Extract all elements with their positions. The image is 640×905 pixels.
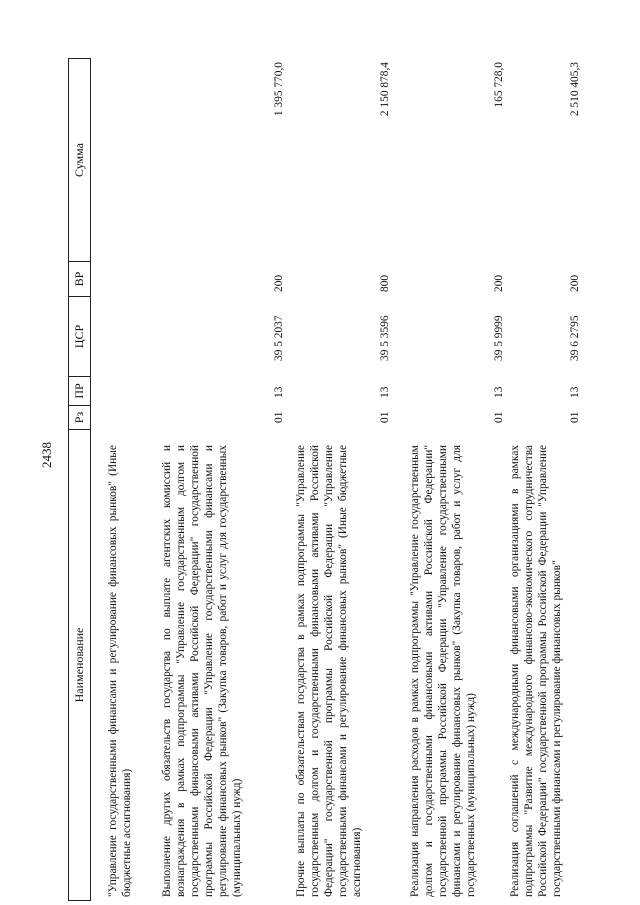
header-rz: Рз	[68, 405, 91, 430]
row-csr: 39 6 2795	[569, 315, 581, 361]
row-name: Выполнение других обязательств государства по выплате агентских комиссий и вознаграждения в рамках подпрограммы "Управление государственным долгом и государственными финансовыми активами Российской Федерации" государственной программы Российской Федерации "Управление государственными финансами и регулирование финансовых рынков" (Закупка товаров, работ и услуг для государственных (муниципальных) нужд)	[161, 445, 243, 897]
row-sum: 2 150 878,4	[379, 62, 391, 117]
row-vr: 800	[379, 274, 391, 292]
row-pr: 13	[493, 386, 505, 398]
header-csr: ЦСР	[68, 296, 91, 377]
row-rz: 01	[379, 411, 391, 423]
header-pr: ПР	[68, 376, 91, 406]
row-rz: 01	[493, 411, 505, 423]
row-csr: 39 5 9999	[493, 315, 505, 361]
page-number: 2438	[39, 442, 54, 468]
row-name: Реализация соглашений с международными финансовыми организациями в рамках подпрограммы "Развитие международного финансово-экономического сотрудничества Российской Федерации" государственной программы Российской Федерации "Управление государственными финансами и регулирование финансовых рынков"	[509, 445, 563, 897]
row-csr: 39 5 2037	[273, 315, 285, 361]
header-sum: Сумма	[68, 58, 91, 262]
rotated-page	[68, 58, 581, 901]
row-sum: 165 728,0	[493, 62, 505, 108]
row-pr: 13	[273, 386, 285, 398]
row-name: "Управление государственными финансами и регулирование финансовых рынков" (Иные бюджетные ассигнования)	[107, 445, 133, 897]
row-pr: 13	[379, 386, 391, 398]
row-rz: 01	[273, 411, 285, 423]
row-vr: 200	[493, 274, 505, 292]
header-name: Наименование	[68, 429, 91, 901]
row-sum: 2 510 405,3	[569, 62, 581, 117]
row-rz: 01	[569, 411, 581, 423]
row-pr: 13	[569, 386, 581, 398]
row-sum: 1 395 770,0	[273, 62, 285, 117]
row-vr: 200	[569, 274, 581, 292]
row-name: Реализация направления расходов в рамках подпрограммы "Управление государственным долгом и государственными финансовыми активами Российской Федерации" государственной программы Российской Федерации "Управление государственными финансами и регулирование финансовых рынков" (Закупка товаров, работ и услуг для государственных (муниципальных) нужд)	[409, 445, 477, 897]
row-vr: 200	[273, 274, 285, 292]
header-vr: ВР	[68, 261, 91, 297]
row-name: Прочие выплаты по обязательствам государства в рамках подпрограммы "Управление государственным долгом и государственными финансовыми активами Российской Федерации" государственной программы Российской Федерации "Управление государственными финансами и регулирование финансовых рынков" (Иные бюджетные ассигнования)	[295, 445, 363, 897]
budget-table	[68, 58, 581, 901]
row-csr: 39 5 3596	[379, 315, 391, 361]
